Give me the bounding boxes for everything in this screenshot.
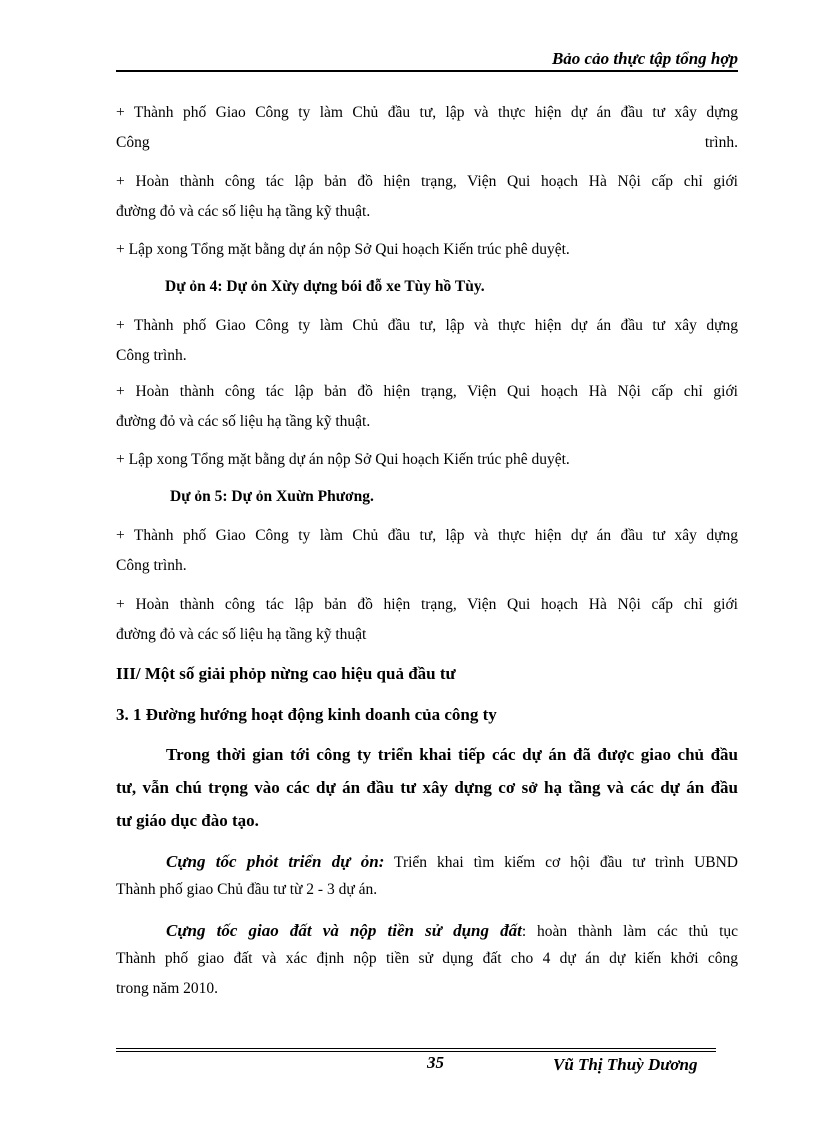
para-8-line-1: + Hoàn thành công tác lập bản đồ hiện trạng, Viện Qui hoạch Hà Nội cấp chỉ giới	[116, 596, 738, 613]
para-7-line-1: + Thành phố Giao Công ty làm Chủ đầu tư, lập và thực hiện dự án đầu tư xây dựng	[116, 527, 738, 544]
para-3: + Lập xong Tổng mặt bằng dự án nộp Sở Qui hoạch Kiến trúc phê duyệt.	[116, 241, 570, 258]
para-9-line-1: Trong thời gian tới công ty triển khai tiếp các dự án đã được giao chủ đầu	[166, 745, 738, 764]
para-11-line-1	[166, 914, 738, 947]
para-10-line-1-rest: Triển khai tìm kiếm cơ hội đầu tư trình UBND	[384, 854, 738, 871]
para-5-line-1: + Hoàn thành công tác lập bản đồ hiện trạng, Viện Qui hoạch Hà Nội cấp chỉ giới	[116, 383, 738, 400]
para-10-line-2: Thành phố giao Chủ đầu tư từ 2 - 3 dự án.	[116, 881, 378, 898]
header-title: Bảo cảo thực tập tổng hợp	[551, 49, 738, 68]
page-number: 35	[427, 1053, 444, 1072]
para-10-line-1	[166, 845, 738, 878]
footer-rule-bottom	[116, 1051, 716, 1052]
para-1-line-2	[116, 128, 738, 158]
para-1-line-2a: Công	[116, 134, 150, 151]
para-9-line-3: tư giáo dục đào tạo.	[116, 811, 259, 830]
para-4-line-2: Công trình.	[116, 347, 187, 364]
para-10-label: Cựng tốc phỏt triển dự ỏn:	[166, 852, 385, 871]
header-rule	[116, 70, 738, 72]
para-11-line-2: Thành phố giao đất và xác định nộp tiền sử dụng đất cho 4 dự án dự kiến khởi công	[116, 950, 738, 967]
para-6: + Lập xong Tổng mặt bằng dự án nộp Sở Qui hoạch Kiến trúc phê duyệt.	[116, 451, 570, 468]
heading-project-5: Dự ỏn 5: Dự ỏn Xuừn Phương.	[170, 488, 374, 505]
para-9-line-2: tư, vẫn chú trọng vào các dự án đầu tư xây dựng cơ sở hạ tầng và các dự án đầu	[116, 778, 738, 797]
para-5-line-2: đường đỏ và các số liệu hạ tầng kỹ thuật.	[116, 413, 371, 430]
footer-author: Vũ Thị Thuỳ Dương	[553, 1055, 698, 1074]
heading-project-4: Dự ỏn 4: Dự ỏn Xừy dựng bói đỗ xe Tùy hồ Tùy.	[165, 278, 485, 295]
para-11-line-1-rest: : hoàn thành làm các thủ tục	[521, 923, 739, 940]
para-11-label: Cựng tốc giao đất và nộp tiền sử dụng đất	[166, 921, 522, 940]
para-4-line-1: + Thành phố Giao Công ty làm Chủ đầu tư, lập và thực hiện dự án đầu tư xây dựng	[116, 317, 738, 334]
para-7-line-2: Công trình.	[116, 557, 187, 574]
para-2-line-1: + Hoàn thành công tác lập bản đồ hiện trạng, Viện Qui hoạch Hà Nội cấp chỉ giới	[116, 173, 738, 190]
subsection-3-1-heading: 3. 1 Đường hướng hoạt động kinh doanh của công ty	[116, 705, 497, 724]
para-2-line-2: đường đỏ và các số liệu hạ tầng kỹ thuật.	[116, 203, 371, 220]
para-1-line-2b: trình.	[704, 134, 738, 151]
para-11-line-3: trong năm 2010.	[116, 980, 219, 997]
section-3-heading: III/ Một số giải phỏp nừng cao hiệu quả đầu tư	[116, 664, 456, 683]
footer-rule-top	[116, 1048, 716, 1049]
para-1-line-1: + Thành phố Giao Công ty làm Chủ đầu tư, lập và thực hiện dự án đầu tư xây dựng	[116, 104, 738, 121]
para-8-line-2: đường đỏ và các số liệu hạ tầng kỹ thuật	[116, 626, 367, 643]
